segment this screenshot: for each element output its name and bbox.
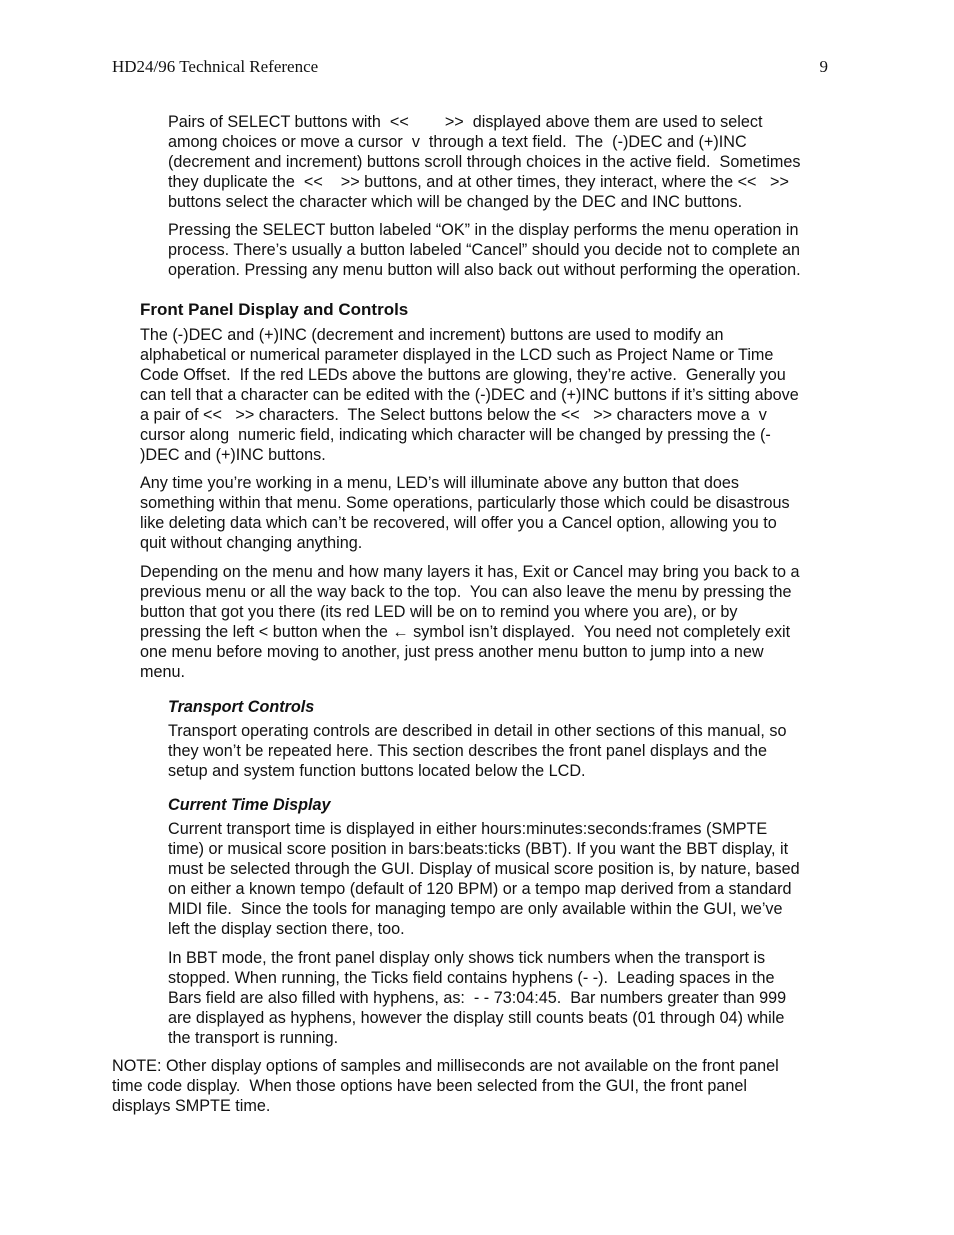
text-line: are displayed as hyphens, however the display still counts beats (01 through 04) while — [168, 1009, 785, 1027]
text-line: displays SMPTE time. — [112, 1097, 271, 1115]
text-line: cursor along numeric field, indicating which character will be changed by pressing the (- — [140, 426, 771, 444]
text-line: )DEC and (+)INC buttons. — [140, 446, 326, 464]
text-line: they won’t be repeated here. This section describes the front panel displays and the — [168, 742, 768, 760]
transport-paragraph — [168, 721, 786, 781]
intro-paragraph-select-buttons — [168, 112, 801, 212]
text-line: among choices or move a cursor v through a text field. The (-)DEC and (+)INC — [168, 133, 747, 151]
text-line: Depending on the menu and how many layers it has, Exit or Cancel may bring you back to a — [140, 563, 800, 581]
text-line: must be selected through the GUI. Display of musical score position is, by nature, based — [168, 860, 800, 878]
text-line: Pairs of SELECT buttons with << >> displayed above them are used to select — [168, 113, 763, 131]
text-line: NOTE: Other display options of samples and milliseconds are not available on the front panel — [112, 1057, 779, 1075]
text-line: pressing the left < button when the ← symbol isn’t displayed. You need not completely exit — [140, 623, 791, 641]
text-line: Any time you’re working in a menu, LED’s will illuminate above any button that does — [140, 474, 739, 492]
text-line: menu. — [140, 663, 185, 681]
text-line: a pair of << >> characters. The Select buttons below the << >> characters move a v — [140, 406, 767, 424]
text-line: stopped. When running, the Ticks field contains hyphens (- -). Leading spaces in the — [168, 969, 775, 987]
front-panel-paragraph-dec-inc — [140, 325, 799, 465]
text-line: time) or musical score position in bars:beats:ticks (BBT). If you want the BBT display, it — [168, 840, 789, 858]
text-line: process. There’s usually a button labeled “Cancel” should you decide not to complete an — [168, 241, 800, 259]
current-time-paragraph-bbt-mode — [168, 948, 786, 1048]
text-line: (decrement and increment) buttons scroll through choices in the active field. Sometimes — [168, 153, 801, 171]
text-line: previous menu or all the way back to the top. You can also leave the menu by pressing the — [140, 583, 792, 601]
page-number: 9 — [819, 57, 828, 76]
text-line: button that got you there (its red LED will be on to remind you where you are), or by — [140, 603, 738, 621]
text-line: the transport is running. — [168, 1029, 339, 1047]
text-line: like deleting data which can’t be recovered, will offer you a Cancel option, allowing you to — [140, 514, 777, 532]
text-line: Bars field are also filled with hyphens, as: - - 73:04:45. Bar numbers greater than 999 — [168, 989, 787, 1007]
front-panel-paragraph-leds — [140, 473, 790, 553]
text-line: MIDI file. Since the tools for managing tempo are only available within the GUI, we’ve — [168, 900, 783, 918]
text-line: In BBT mode, the front panel display only shows tick numbers when the transport is — [168, 949, 766, 967]
front-panel-paragraph-menu-navigation — [140, 562, 800, 682]
subsection-heading-transport-controls: Transport Controls — [168, 698, 315, 716]
text-line: left the display section there, too. — [168, 920, 405, 938]
text-line: Pressing the SELECT button labeled “OK” in the display performs the menu operation in — [168, 221, 799, 239]
current-time-paragraph-formats — [168, 819, 800, 939]
text-line: time code display. When those options have been selected from the GUI, the front panel — [112, 1077, 747, 1095]
text-line: can tell that a character can be edited with the (-)DEC and (+)INC buttons if it’s sitting above — [140, 386, 799, 404]
text-line: something within that menu. Some operations, particularly those which could be disastrous — [140, 494, 790, 512]
text-line: on either a known tempo (default of 120 BPM) or a tempo map derived from a standard — [168, 880, 792, 898]
text-line: one menu before moving to another, just press another menu button to jump into a new — [140, 643, 764, 661]
text-line: they duplicate the << >> buttons, and at other times, they interact, where the << >> — [168, 173, 789, 191]
subsection-heading-current-time-display: Current Time Display — [168, 796, 331, 814]
note-paragraph — [112, 1056, 779, 1116]
text-line: alphabetical or numerical parameter displayed in the LCD such as Project Name or Time — [140, 346, 774, 364]
text-line: operation. Pressing any menu button will also back out without performing the operation. — [168, 261, 801, 279]
document-title: HD24/96 Technical Reference — [112, 57, 319, 76]
text-line: Code Offset. If the red LEDs above the buttons are glowing, they’re active. Generally you — [140, 366, 786, 384]
text-line: Current transport time is displayed in either hours:minutes:seconds:frames (SMPTE — [168, 820, 768, 838]
text-line: quit without changing anything. — [140, 534, 363, 552]
text-line: buttons select the character which will be changed by the DEC and INC buttons. — [168, 193, 743, 211]
text-line: Transport operating controls are described in detail in other sections of this manual, so — [168, 722, 787, 740]
intro-paragraph-ok-button — [168, 220, 801, 280]
section-heading-front-panel: Front Panel Display and Controls — [140, 300, 409, 319]
text-line: The (-)DEC and (+)INC (decrement and increment) buttons are used to modify an — [140, 326, 724, 344]
text-line: setup and system function buttons located below the LCD. — [168, 762, 586, 780]
